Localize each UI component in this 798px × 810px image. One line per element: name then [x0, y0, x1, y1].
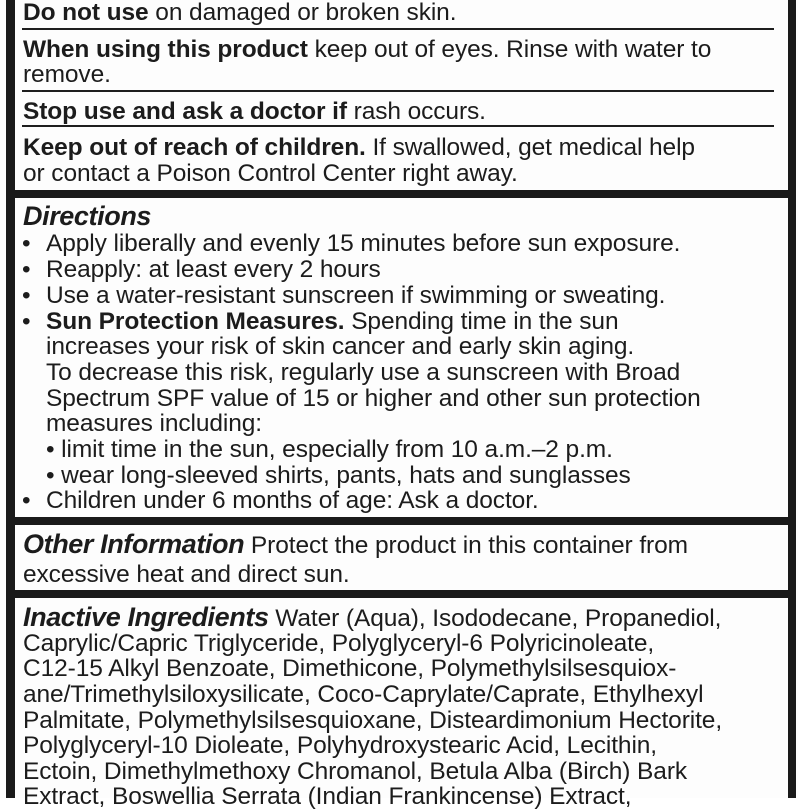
warning-text: rash occurs.: [346, 98, 486, 125]
directions-heading: Directions: [23, 201, 152, 231]
warning-when-using: [23, 37, 711, 63]
bullet-icon: •: [22, 282, 31, 309]
warning-stop-use: [23, 99, 486, 125]
warning-text: keep out of eyes. Rinse with water to: [307, 36, 712, 63]
sun-protection-text: Spectrum SPF value of 15 or higher and other sun protection: [46, 385, 701, 412]
sun-protection-lead: Sun Protection Measures.: [46, 308, 345, 335]
directions-item: Use a water-resistant sunscreen if swimming or sweating.: [46, 282, 666, 309]
warning-do-not-use: [23, 0, 456, 26]
inactive-ingredients-text: Ectoin, Dimethylmethoxy Chromanol, Betula Alba (Birch) Bark: [23, 758, 688, 785]
warning-text: on damaged or broken skin.: [148, 0, 457, 26]
sun-protection-text: To decrease this risk, regularly use a sunscreen with Broad: [46, 359, 681, 386]
label-border-left: [6, 0, 15, 798]
directions-item: Children under 6 months of age: Ask a doctor.: [46, 487, 539, 514]
section-divider: [6, 590, 796, 598]
inactive-ingredients-text: Caprylic/Capric Triglyceride, Polyglyceryl-6 Polyricinoleate,: [23, 630, 655, 657]
sun-protection-text: increases your risk of skin cancer and early skin aging.: [46, 333, 635, 360]
sun-protection-line: [46, 309, 618, 335]
sun-protection-text: measures including:: [46, 410, 262, 437]
warning-when-using-cont: remove.: [23, 61, 111, 88]
inactive-ingredients-heading: Inactive Ingredients: [23, 602, 269, 632]
divider-rule: [22, 125, 774, 127]
section-divider: [6, 190, 796, 198]
inactive-ingredients-text: Palmitate, Polymethylsilsesquioxane, Disteardimonium Hectorite,: [23, 707, 723, 734]
bullet-icon: •: [22, 256, 31, 283]
other-information-text: excessive heat and direct sun.: [23, 561, 350, 588]
inactive-ingredients: [23, 604, 721, 632]
sun-protection-sub-item: • limit time in the sun, especially from 10 a.m.–2 p.m.: [46, 436, 613, 463]
warning-text: If swallowed, get medical help: [365, 134, 695, 161]
divider-rule: [22, 90, 774, 92]
other-information: [23, 531, 688, 559]
other-information-heading: Other Information: [23, 529, 245, 559]
warning-lead: Do not use: [23, 0, 149, 26]
warning-lead: When using this product: [23, 36, 308, 63]
warning-keep-out: [23, 135, 695, 161]
directions-item: Apply liberally and evenly 15 minutes before sun exposure.: [46, 230, 681, 257]
warning-lead: Stop use and ask a doctor if: [23, 98, 347, 125]
bullet-icon: •: [22, 230, 31, 257]
sun-protection-text: Spending time in the sun: [344, 308, 619, 335]
label-border-right: [788, 0, 796, 798]
bullet-icon: •: [22, 308, 31, 335]
sun-protection-sub-item: • wear long-sleeved shirts, pants, hats and sunglasses: [46, 462, 631, 489]
warning-lead: Keep out of reach of children.: [23, 134, 366, 161]
warning-keep-out-cont: or contact a Poison Control Center right away.: [23, 160, 518, 187]
inactive-ingredients-text: ane/Trimethylsiloxysilicate, Coco-Caprylate/Caprate, Ethylhexyl: [23, 681, 704, 708]
inactive-ingredients-text: Water (Aqua), Isododecane, Propanediol,: [268, 605, 722, 632]
directions-item: Reapply: at least every 2 hours: [46, 256, 381, 283]
other-information-text: Protect the product in this container from: [244, 532, 688, 559]
inactive-ingredients-text: C12-15 Alkyl Benzoate, Dimethicone, Polymethylsilsesquiox-: [23, 655, 677, 682]
inactive-ingredients-text: Polyglyceryl-10 Dioleate, Polyhydroxystearic Acid, Lecithin,: [23, 732, 658, 759]
bullet-icon: •: [22, 487, 31, 514]
divider-rule: [22, 28, 774, 30]
section-divider: [6, 517, 796, 525]
inactive-ingredients-text: Extract, Boswellia Serrata (Indian Frankincense) Extract,: [23, 783, 632, 810]
